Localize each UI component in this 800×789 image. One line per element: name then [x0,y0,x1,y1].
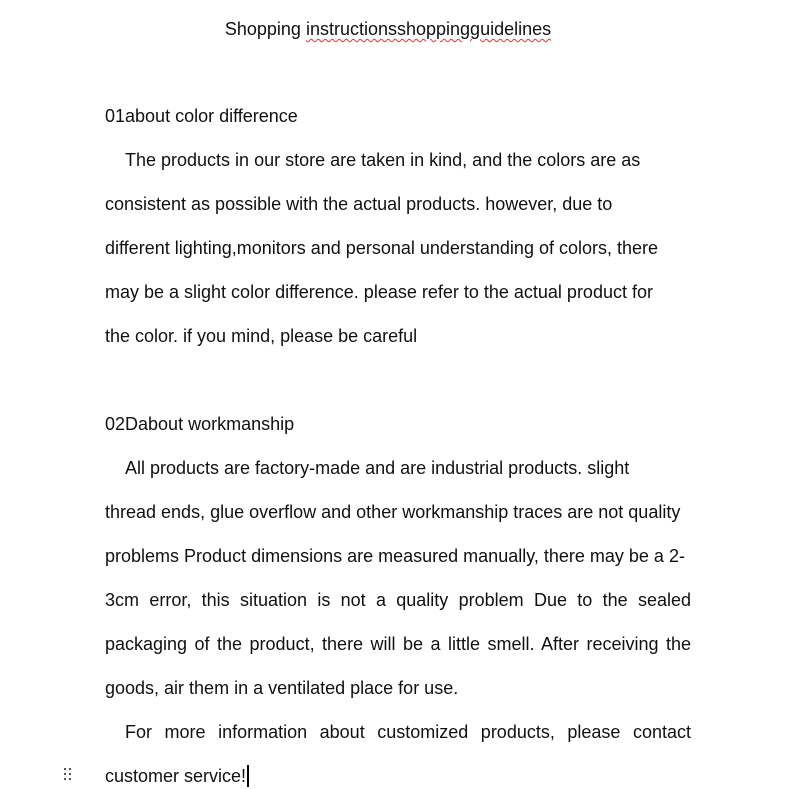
contact-line-2-text: customer service! [105,766,247,786]
drag-handle-icon[interactable] [62,766,74,784]
title-misspelled-word: instructionsshoppingguidelines [305,19,552,39]
section-1-line-4: may be a slight color difference. please refer to the actual product for [105,282,653,302]
contact-line-2 [105,763,691,789]
section-2-line-1: All products are factory-made and are industrial products. slight [125,458,630,478]
section-2-line-3: problems Product dimensions are measured manually, there may be a 2- [105,546,685,566]
section-2-line-4: 3cm error, this situation is not a quality problem Due to the sealed [105,590,691,610]
document-title [0,16,776,42]
section-1-line-1: The products in our store are taken in kind, and the colors are as [125,150,641,170]
section-2-heading: 02Dabout workmanship [105,414,295,434]
section-1-line-2: consistent as possible with the actual products. however, due to [105,194,613,214]
section-2-line-2: thread ends, glue overflow and other workmanship traces are not quality [105,502,681,522]
section-1-heading: 01about color difference [105,106,298,126]
section-1-line-5: the color. if you mind, please be careful [105,326,418,346]
title-prefix: Shopping [224,19,306,39]
section-1-line-3: different lighting,monitors and personal understanding of colors, there [105,238,659,258]
text-cursor [247,765,249,787]
contact-line-1: For more information about customized products, please contact [125,722,691,742]
section-2-line-6: goods, air them in a ventilated place for use. [105,678,459,698]
section-2-line-5: packaging of the product, there will be a little smell. After receiving the [105,634,691,654]
